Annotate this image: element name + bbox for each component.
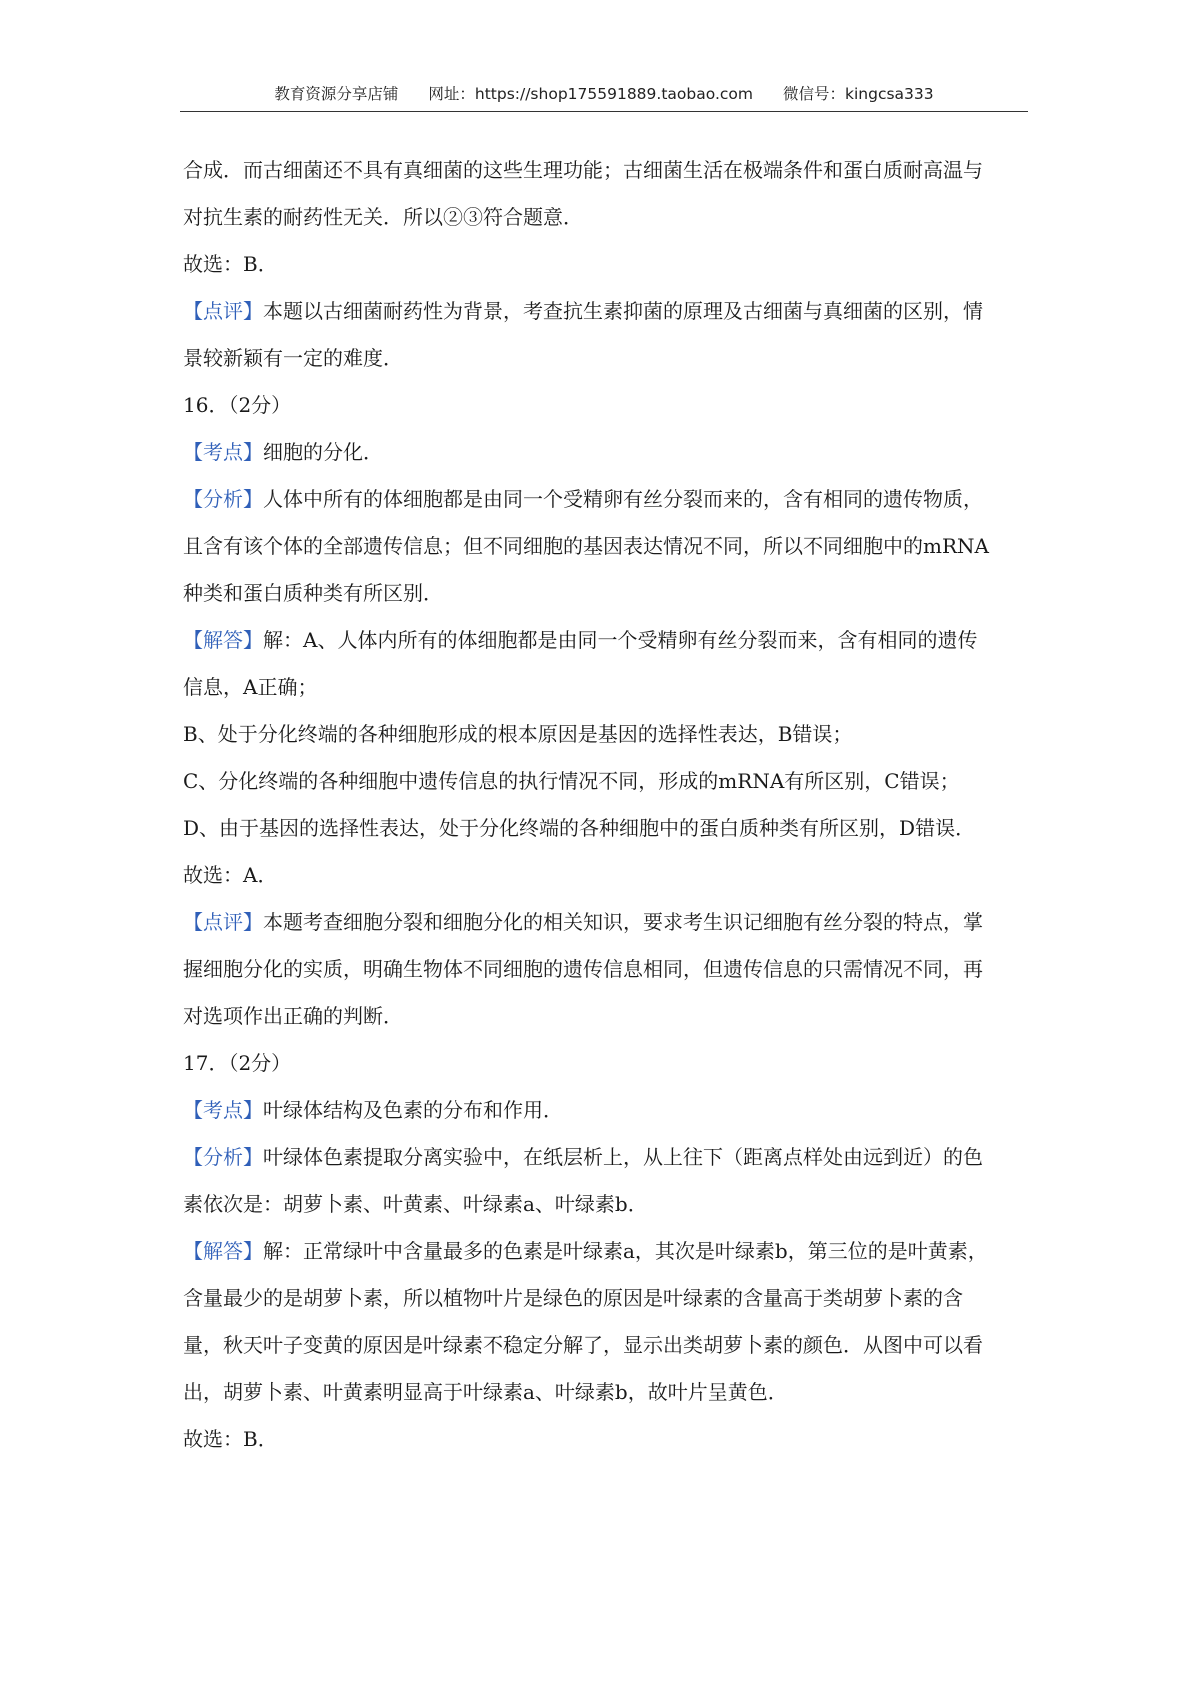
line-text: 信息，A正确； — [183, 675, 318, 699]
text-line — [183, 669, 1028, 716]
section-tag: 【分析】 — [183, 1145, 263, 1169]
wechat-label: 微信号： — [782, 85, 845, 103]
line-text: 种类和蛋白质种类有所区别． — [183, 581, 443, 605]
text-line — [183, 293, 1028, 340]
line-text: 人体中所有的体细胞都是由同一个受精卵有丝分裂而来的，含有相同的遗传物质， — [263, 487, 983, 511]
section-tag: 【考点】 — [183, 1098, 263, 1122]
line-text: 细胞的分化． — [263, 440, 383, 464]
section-tag: 【分析】 — [183, 487, 263, 511]
section-tag: 【解答】 — [183, 1239, 263, 1263]
text-line — [183, 152, 1028, 199]
text-line — [183, 434, 1028, 481]
line-text: 含量最少的是胡萝卜素，所以植物叶片是绿色的原因是叶绿素的含量高于类胡萝卜素的含 — [183, 1286, 963, 1310]
text-line — [183, 810, 1028, 857]
line-text: 合成．而古细菌还不具有真细菌的这些生理功能；古细菌生活在极端条件和蛋白质耐高温与 — [183, 158, 983, 182]
text-line — [183, 622, 1028, 669]
text-line — [183, 857, 1028, 904]
text-line — [183, 716, 1028, 763]
line-text: 对抗生素的耐药性无关．所以②③符合题意． — [183, 205, 583, 229]
document-body — [183, 152, 1028, 1468]
line-text: B、处于分化终端的各种细胞形成的根本原因是基因的选择性表达，B错误； — [183, 722, 853, 746]
text-line — [183, 1139, 1028, 1186]
text-line — [183, 998, 1028, 1045]
text-line — [183, 1421, 1028, 1468]
line-text: 叶绿体结构及色素的分布和作用． — [263, 1098, 563, 1122]
shop-name: 教育资源分享店铺 — [274, 85, 399, 103]
line-text: 握细胞分化的实质，明确生物体不同细胞的遗传信息相同，但遗传信息的只需情况不同，再 — [183, 957, 983, 981]
header-divider — [180, 111, 1028, 112]
line-text: 对选项作出正确的判断． — [183, 1004, 403, 1028]
text-line — [183, 1045, 1028, 1092]
text-line — [183, 1186, 1028, 1233]
line-text: 素依次是：胡萝卜素、叶黄素、叶绿素a、叶绿素b． — [183, 1192, 648, 1216]
line-text: 解：正常绿叶中含量最多的色素是叶绿素a，其次是叶绿素b，第三位的是叶黄素， — [263, 1239, 988, 1263]
section-tag: 【点评】 — [183, 910, 263, 934]
text-line — [183, 1233, 1028, 1280]
text-line — [183, 199, 1028, 246]
line-text: 本题以古细菌耐药性为背景，考查抗生素抑菌的原理及古细菌与真细菌的区别，情 — [263, 299, 983, 323]
text-line — [183, 246, 1028, 293]
section-tag: 【点评】 — [183, 299, 263, 323]
text-line — [183, 575, 1028, 622]
text-line — [183, 1374, 1028, 1421]
line-text: D、由于基因的选择性表达，处于分化终端的各种细胞中的蛋白质种类有所区别，D错误． — [183, 816, 976, 840]
text-line — [183, 387, 1028, 434]
line-text: 且含有该个体的全部遗传信息；但不同细胞的基因表达情况不同，所以不同细胞中的mRNA — [183, 534, 989, 558]
shop-url-link[interactable]: https://shop175591889.taobao.com — [474, 85, 753, 103]
text-line — [183, 481, 1028, 528]
wechat-id: kingcsa333 — [845, 85, 934, 103]
line-text: 16．（2分） — [183, 393, 292, 417]
line-text: 解：A、人体内所有的体细胞都是由同一个受精卵有丝分裂而来，含有相同的遗传 — [263, 628, 978, 652]
section-tag: 【解答】 — [183, 628, 263, 652]
text-line — [183, 1092, 1028, 1139]
line-text: 故选：B． — [183, 252, 278, 276]
section-tag: 【考点】 — [183, 440, 263, 464]
url-label: 网址： — [428, 85, 475, 103]
text-line — [183, 904, 1028, 951]
text-line — [183, 340, 1028, 387]
text-line — [183, 763, 1028, 810]
text-line — [183, 951, 1028, 998]
line-text: 故选：B． — [183, 1427, 278, 1451]
line-text: 17．（2分） — [183, 1051, 292, 1075]
line-text: 量，秋天叶子变黄的原因是叶绿素不稳定分解了，显示出类胡萝卜素的颜色．从图中可以看 — [183, 1333, 983, 1357]
line-text: 出，胡萝卜素、叶黄素明显高于叶绿素a、叶绿素b，故叶片呈黄色． — [183, 1380, 788, 1404]
text-line — [183, 1327, 1028, 1374]
line-text: 本题考查细胞分裂和细胞分化的相关知识，要求考生识记细胞有丝分裂的特点，掌 — [263, 910, 983, 934]
line-text: C、分化终端的各种细胞中遗传信息的执行情况不同，形成的mRNA有所区别，C错误； — [183, 769, 960, 793]
text-line — [183, 528, 1028, 575]
line-text: 景较新颖有一定的难度． — [183, 346, 403, 370]
line-text: 叶绿体色素提取分离实验中，在纸层析上，从上往下（距离点样处由远到近）的色 — [263, 1145, 983, 1169]
page-header — [180, 82, 1028, 112]
line-text: 故选：A． — [183, 863, 278, 887]
text-line — [183, 1280, 1028, 1327]
